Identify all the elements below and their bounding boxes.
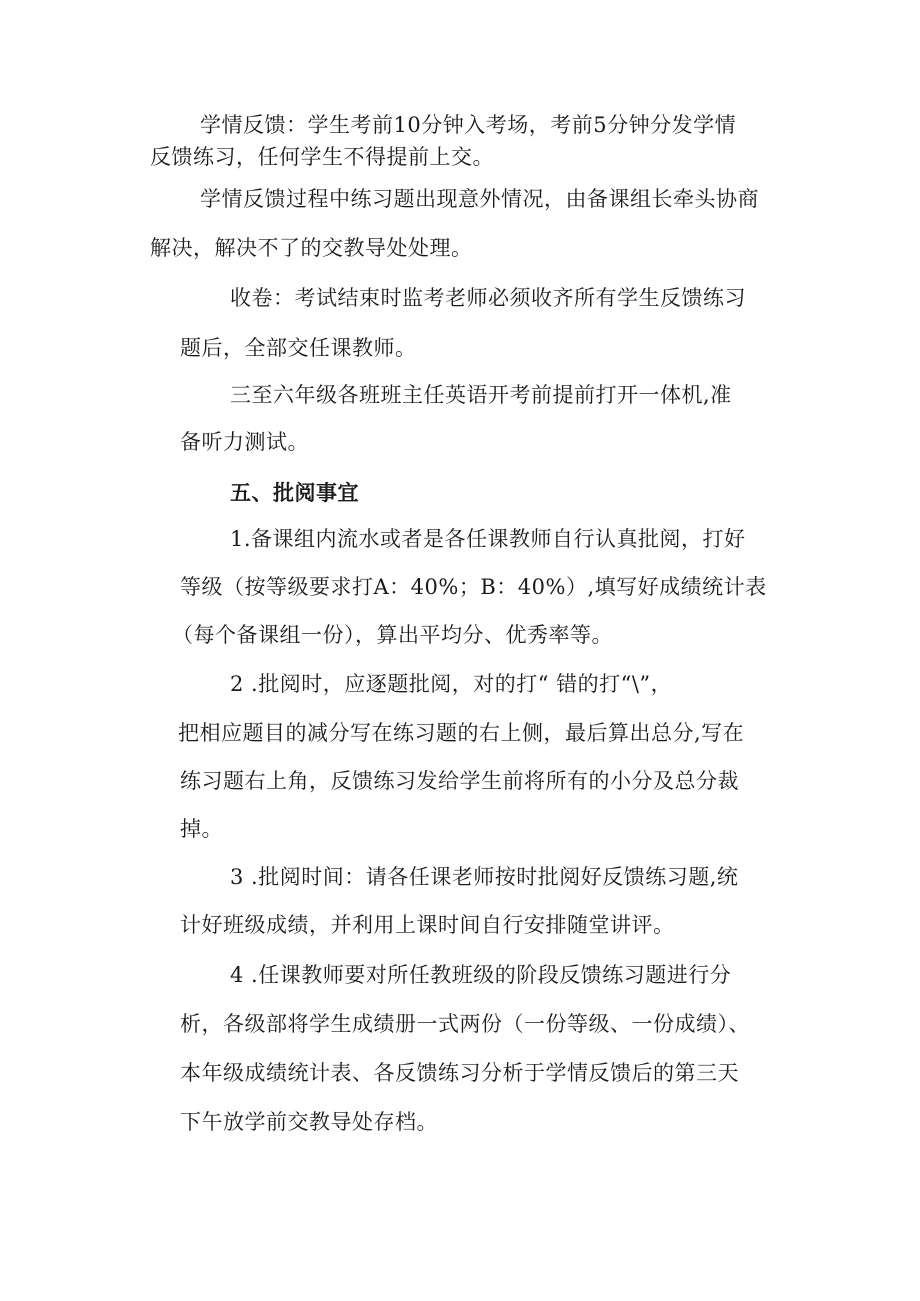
text-line: 下午放学前交教导处存档。 xyxy=(180,1110,438,1134)
text-line: 本年级成绩统计表、各反馈练习分析于学情反馈后的第三天 xyxy=(180,1061,739,1085)
text-line: 三至六年级各班班主任英语开考前提前打开一体机,准 xyxy=(230,383,732,407)
text-line: 备听力测试。 xyxy=(180,430,309,454)
text-line: 计好班级成绩，并利用上课时间自行安排随堂讲评。 xyxy=(180,913,675,937)
text-line: 掉。 xyxy=(180,817,223,841)
text-line: 解决，解决不了的交教导处处理。 xyxy=(150,236,473,260)
text-line: 把相应题目的减分写在练习题的右上侧，最后算出总分,写在 xyxy=(178,721,745,745)
section-heading: 五、批阅事宜 xyxy=(230,481,359,505)
text-line: 析，各级部将学生成绩册一式两份（一份等级、一份成绩）、 xyxy=(180,1012,750,1036)
text-line: 反馈练习，任何学生不得提前上交。 xyxy=(150,145,494,169)
text-line: 2 .批阅时，应逐题批阅，对的打“ 错的打“\”， xyxy=(230,672,673,696)
text-line: 练习题右上角，反馈练习发给学生前将所有的小分及总分裁 xyxy=(180,769,739,793)
text-line: 等级（按等级要求打A：40%；B：40%）,填写好成绩统计表 xyxy=(180,575,767,599)
text-line: 4 .任课教师要对所任教班级的阶段反馈练习题进行分 xyxy=(230,963,732,987)
text-line: 题后，全部交任课教师。 xyxy=(180,336,417,360)
text-line: 3 .批阅时间：请各任课老师按时批阅好反馈练习题,统 xyxy=(230,865,739,889)
text-line: 1.备课组内流水或者是各任课教师自行认真批阅，打好 xyxy=(230,527,746,551)
text-line: 学情反馈：学生考前10分钟入考场，考前5分钟分发学情 xyxy=(200,113,737,137)
text-line: 收卷：考试结束时监考老师必须收齐所有学生反馈练习 xyxy=(230,286,746,310)
text-line: 学情反馈过程中练习题出现意外情况，由备课组长牵头协商 xyxy=(200,187,759,211)
text-line: （每个备课组一份），算出平均分、优秀率等。 xyxy=(172,623,613,647)
